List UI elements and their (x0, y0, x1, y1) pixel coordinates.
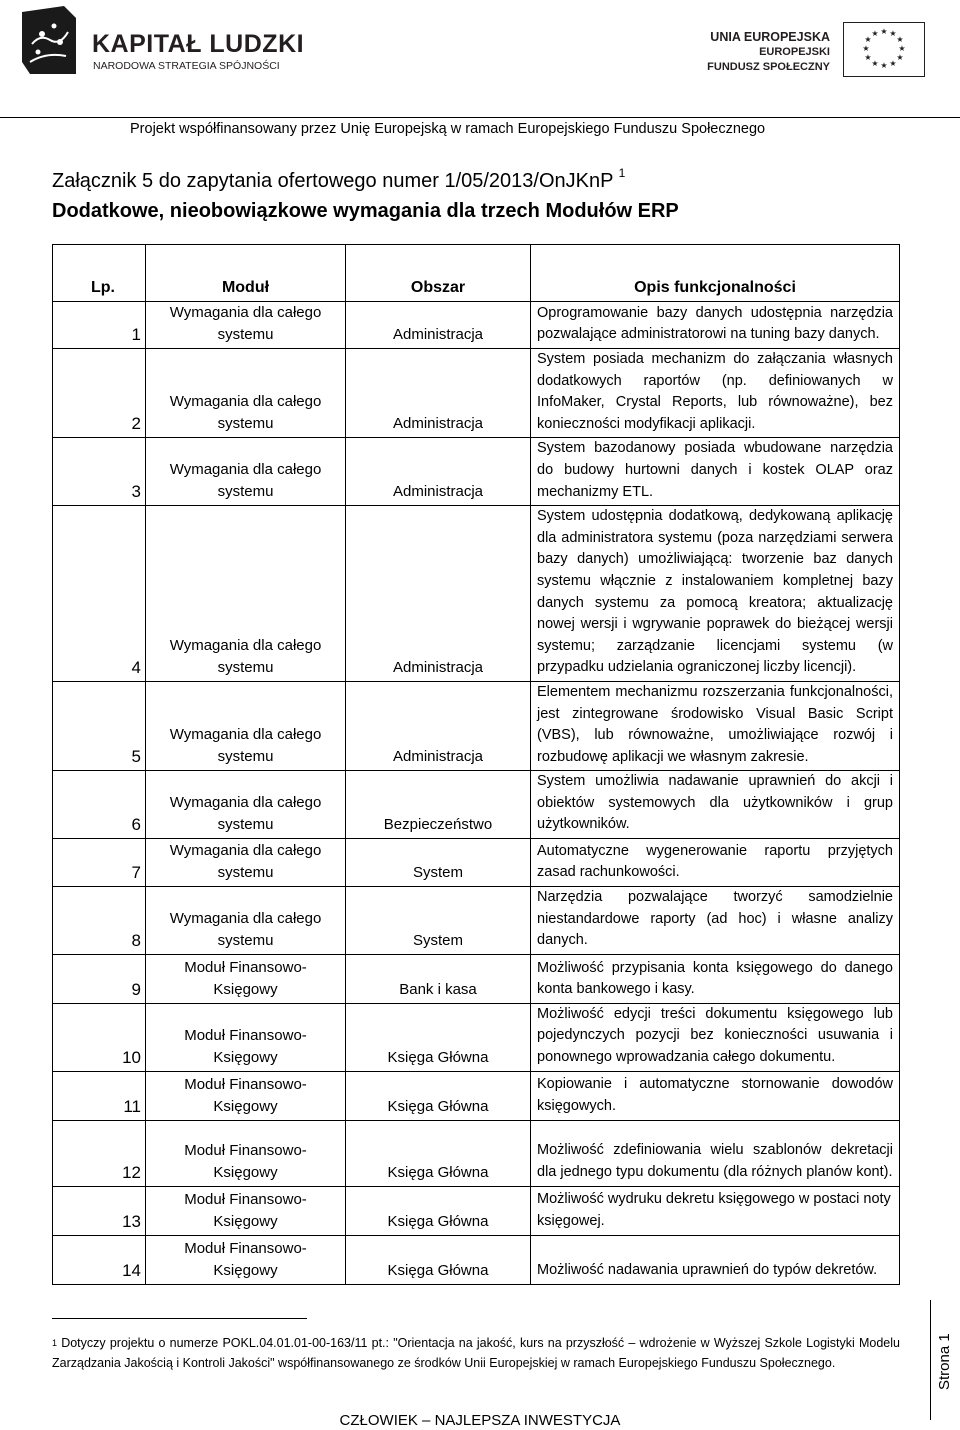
row-modul (146, 302, 346, 349)
attachment-title-text: Załącznik 5 do zapytania ofertowego numer 1/05/2013/OnJKnP (52, 170, 614, 192)
row-obszar: Księga Główna (346, 1003, 531, 1071)
table-row (53, 839, 900, 887)
svg-text:★: ★ (896, 35, 904, 44)
table-row (53, 954, 900, 1003)
row-modul-line2: systemu (217, 816, 274, 834)
row-number: 3 (53, 438, 146, 506)
row-modul (146, 954, 346, 1003)
row-modul-line1: Moduł Finansowo- (184, 1239, 307, 1257)
row-modul-line1: Wymagania dla całego (169, 636, 322, 654)
table-row (53, 1186, 900, 1235)
row-opis: Możliwość wydruku dekretu księgowego w postaci noty księgowej. (531, 1186, 900, 1235)
svg-text:★: ★ (862, 44, 870, 53)
row-number: 13 (53, 1186, 146, 1235)
page-number-box (928, 1320, 960, 1400)
svg-text:★: ★ (889, 59, 897, 68)
row-obszar: Księga Główna (346, 1235, 531, 1284)
svg-text:★: ★ (864, 53, 872, 62)
row-modul (146, 506, 346, 682)
projekt-line: Projekt współfinansowany przez Unię Europejską w ramach Europejskiego Funduszu Społecznego (130, 121, 766, 137)
table-row (53, 1003, 900, 1071)
row-modul-line1: Moduł Finansowo- (184, 958, 307, 976)
row-opis: Możliwość przypisania konta księgowego do danego konta bankowego i kasy. (531, 954, 900, 1003)
header-lp: Lp. (53, 245, 146, 302)
row-obszar: Administracja (346, 302, 531, 349)
eu-flag-icon (843, 22, 925, 77)
row-number: 6 (53, 771, 146, 839)
row-modul (146, 438, 346, 506)
table-row (53, 302, 900, 349)
row-modul-line2: Księgowy (213, 980, 278, 998)
row-obszar: Księga Główna (346, 1071, 531, 1120)
row-modul (146, 839, 346, 887)
table-row (53, 1120, 900, 1186)
kapital-ludzki-logo-subtitle: NARODOWA STRATEGIA SPÓJNOŚCI (93, 60, 280, 72)
table-row (53, 349, 900, 438)
svg-text:★: ★ (898, 44, 906, 53)
attachment-title (52, 166, 626, 193)
row-opis: Elementem mechanizmu rozszerzania funkcjonalności, jest zintegrowane środowisko Visual Basic Script (VBS), lub równoważne, umożliwiające rozwój i rozbudowę aplikacji we własnym zakresie. (531, 681, 900, 770)
eu-logo-line2: EUROPEJSKI (759, 46, 830, 58)
row-modul-line2: systemu (217, 326, 274, 343)
row-obszar: Administracja (346, 438, 531, 506)
row-modul-line2: Księgowy (213, 1048, 278, 1066)
footnote-divider (52, 1318, 307, 1319)
row-modul-line1: Moduł Finansowo- (184, 1075, 307, 1093)
row-number: 2 (53, 349, 146, 438)
row-modul-line1: Wymagania dla całego (169, 726, 322, 744)
row-modul-line2: systemu (217, 748, 274, 766)
row-opis: Możliwość edycji treści dokumentu księgowego lub pojedynczych pozycji bez konieczności usuwania i ponownego wprowadzania całego dokumentu. (531, 1003, 900, 1071)
row-obszar: Bank i kasa (346, 954, 531, 1003)
row-opis: System umożliwia nadawanie uprawnień do akcji i obiektów systemowych dla użytkowników i grup użytkowników. (531, 771, 900, 839)
row-modul (146, 1003, 346, 1071)
row-number: 9 (53, 954, 146, 1003)
row-modul (146, 1071, 346, 1120)
row-number: 11 (53, 1071, 146, 1120)
eu-logo-line3: FUNDUSZ SPOŁECZNY (707, 61, 830, 73)
svg-text:★: ★ (864, 35, 872, 44)
row-modul-line2: Księgowy (213, 1212, 278, 1230)
row-modul-line2: Księgowy (213, 1261, 278, 1279)
page-number: Strona 1 (936, 1333, 953, 1390)
row-obszar: System (346, 887, 531, 955)
row-modul-line2: systemu (217, 483, 274, 501)
row-modul-line2: Księgowy (213, 1163, 278, 1181)
row-number: 4 (53, 506, 146, 682)
row-obszar: Bezpieczeństwo (346, 771, 531, 839)
table-row (53, 681, 900, 770)
row-number: 5 (53, 681, 146, 770)
row-modul-line2: systemu (217, 658, 274, 676)
row-modul-line1: Moduł Finansowo- (184, 1026, 307, 1044)
row-modul (146, 1235, 346, 1284)
row-modul-line2: systemu (217, 864, 274, 882)
footnote (52, 1333, 900, 1373)
table-header-row (53, 245, 900, 302)
svg-text:★: ★ (880, 61, 888, 70)
row-modul-line1: Wymagania dla całego (169, 794, 322, 812)
header-divider (0, 117, 960, 118)
row-opis: System udostępnia dodatkową, dedykowaną aplikację dla administratora systemu (poza narzędziami serwera bazy danych) umożliwiającą: tworzenie baz danych systemu włącznie z instalowaniem kompletnej bazy danych systemu za pomocą kreatora; aktualizację nowej wersji i wgrywanie poprawek do bieżącej wersji systemu; zarządzanie licencjami systemu (w przypadku udzielania ograniczonej liczby licencji). (531, 506, 900, 682)
svg-text:★: ★ (871, 29, 879, 38)
row-obszar: Administracja (346, 349, 531, 438)
table-row (53, 887, 900, 955)
row-modul-line2: systemu (217, 931, 274, 949)
row-obszar: System (346, 839, 531, 887)
svg-text:★: ★ (871, 59, 879, 68)
row-opis: System posiada mechanizm do załączania własnych dodatkowych raportów (np. definiowanych w InfoMaker, Crystal Reports, lub równoważne), bez konieczności modyfikacji aplikacji. (531, 349, 900, 438)
row-modul (146, 771, 346, 839)
header-obszar: Obszar (346, 245, 531, 302)
row-opis: Możliwość zdefiniowania wielu szablonów dekretacji dla jednego typu dokumentu (dla różnych planów kont). (531, 1120, 900, 1186)
table-row (53, 1071, 900, 1120)
row-number: 1 (53, 302, 146, 349)
row-opis: Automatyczne wygenerowanie raportu przyjętych zasad rachunkowości. (531, 839, 900, 887)
table-row (53, 771, 900, 839)
row-modul (146, 1120, 346, 1186)
document-heading: Dodatkowe, nieobowiązkowe wymagania dla trzech Modułów ERP (52, 200, 679, 222)
row-opis: Oprogramowanie bazy danych udostępnia narzędzia pozwalające administratorowi na tuning bazy danych. (531, 302, 900, 349)
header-opis: Opis funkcjonalności (531, 245, 900, 302)
svg-text:★: ★ (896, 53, 904, 62)
row-opis: Kopiowanie i automatyczne stornowanie dowodów księgowych. (531, 1071, 900, 1120)
table-row (53, 1235, 900, 1284)
requirements-table (52, 244, 900, 1285)
row-modul (146, 349, 346, 438)
row-modul-line1: Moduł Finansowo- (184, 1141, 307, 1159)
row-obszar: Administracja (346, 506, 531, 682)
table-row (53, 506, 900, 682)
kapital-ludzki-logo-title: KAPITAŁ LUDZKI (92, 30, 305, 58)
row-modul-line1: Wymagania dla całego (169, 842, 322, 860)
table-row (53, 438, 900, 506)
row-number: 14 (53, 1235, 146, 1284)
row-opis: Narzędzia pozwalające tworzyć samodzielnie niestandardowe raporty (ad hoc) i własne analizy danych. (531, 887, 900, 955)
footnote-number: 1 (52, 1338, 58, 1348)
eu-logo-text (707, 30, 830, 75)
eu-logo-line1: UNIA EUROPEJSKA (710, 30, 830, 44)
row-opis: Możliwość nadawania uprawnień do typów dekretów. (531, 1235, 900, 1284)
attachment-footnote-ref: 1 (618, 166, 626, 180)
row-number: 10 (53, 1003, 146, 1071)
svg-text:★: ★ (880, 27, 888, 36)
row-number: 8 (53, 887, 146, 955)
header-modul: Moduł (146, 245, 346, 302)
row-opis: System bazodanowy posiada wbudowane narzędzia do budowy hurtowni danych i kostek OLAP oraz mechanizmy ETL. (531, 438, 900, 506)
row-modul (146, 887, 346, 955)
row-obszar: Księga Główna (346, 1186, 531, 1235)
row-modul-line1: Wymagania dla całego (169, 393, 322, 411)
row-obszar: Administracja (346, 681, 531, 770)
footnote-text: Dotyczy projektu o numerze POKL.04.01.01-00-163/11 pt.: "Orientacja na jakość, kurs na przyszłość – wdrożenie w Wyższej Szkole Logistyki Modelu Zarządzania Jakością i Kontroli Jakości" współfinansowanego ze środków Unii Europejskiej w ramach Europejskiego Funduszu Społecznego. (52, 1336, 900, 1370)
bottom-slogan: CZŁOWIEK – NAJLEPSZA INWESTYCJA (339, 1412, 621, 1429)
row-modul-line2: systemu (217, 415, 274, 433)
row-modul (146, 681, 346, 770)
row-modul-line1: Wymagania dla całego (169, 304, 322, 321)
kapital-ludzki-emblem-icon (20, 4, 78, 76)
row-modul-line1: Wymagania dla całego (169, 909, 322, 927)
row-number: 12 (53, 1120, 146, 1186)
svg-text:★: ★ (889, 29, 897, 38)
row-number: 7 (53, 839, 146, 887)
row-obszar: Księga Główna (346, 1120, 531, 1186)
row-modul-line1: Wymagania dla całego (169, 461, 322, 479)
row-modul-line2: Księgowy (213, 1097, 278, 1115)
row-modul-line1: Moduł Finansowo- (184, 1190, 307, 1208)
row-modul (146, 1186, 346, 1235)
